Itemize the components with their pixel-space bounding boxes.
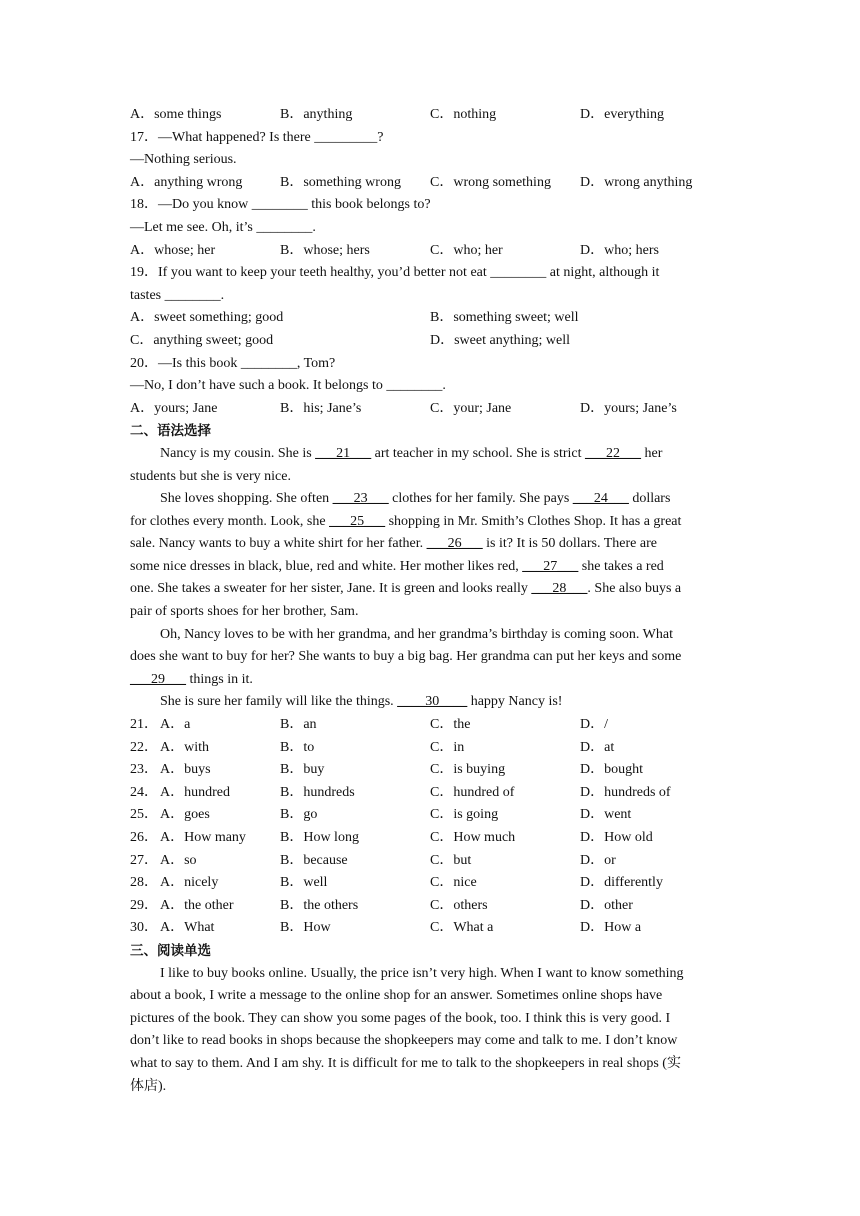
- question-number: 23．: [130, 762, 158, 778]
- option-a: A．a: [160, 717, 191, 733]
- option-c: C．nothing: [430, 107, 497, 122]
- option-c: C．others: [430, 897, 488, 913]
- q18-options: [130, 240, 730, 263]
- option-b: B．the others: [280, 897, 359, 913]
- option-d: D．hundreds of: [580, 784, 671, 800]
- option-c: C．but: [430, 852, 472, 868]
- passage-line: Oh, Nancy loves to be with her grandma, and her grandma’s birthday is coming soon. What: [160, 626, 673, 642]
- option-d: D．yours; Jane’s: [580, 400, 677, 416]
- option-c: C．your; Jane: [430, 400, 512, 416]
- option-d: D．everything: [580, 107, 664, 122]
- blank-22: ___22___: [585, 445, 641, 461]
- blank-28: ___28___: [531, 581, 588, 597]
- passage-line: pair of sports shoes for her brother, Sam.: [130, 604, 359, 620]
- option-b: B．go: [280, 807, 318, 823]
- passage-line: about a book, I write a message to the online shop for an answer. Sometimes online shops have: [130, 988, 663, 1004]
- passage-line: some nice dresses in black, blue, red and white. Her mother likes red, ___27___ she takes a red: [130, 558, 664, 574]
- option-c: C．is going: [430, 807, 499, 823]
- option-a: A．hundred: [160, 784, 230, 800]
- answer-row: [130, 714, 730, 737]
- option-a: A．How many: [160, 830, 246, 845]
- option-b: B．well: [280, 875, 328, 891]
- question-number: 29．: [130, 897, 158, 913]
- option-c: C．anything sweet; good: [130, 332, 274, 348]
- option-b: B．to: [280, 739, 315, 755]
- answer-row: [130, 872, 730, 895]
- q16-options: [130, 104, 730, 127]
- answer-row: [130, 850, 730, 873]
- question-number: 27．: [130, 852, 158, 868]
- blank-30: ____30____: [397, 694, 468, 710]
- q19-question-line1: 19．If you want to keep your teeth healthy, you’d better not eat ________ at night, although it: [130, 265, 660, 281]
- q19-question-line2: tastes ________.: [130, 287, 225, 303]
- grammar-answer-options: [130, 714, 730, 940]
- q20-reply: —No, I don’t have such a book. It belongs to ________.: [130, 378, 446, 394]
- option-a: A．goes: [160, 807, 210, 823]
- passage-line: students but she is very nice.: [130, 468, 291, 484]
- option-d: D．How a: [580, 920, 642, 936]
- q17-options: [130, 172, 730, 195]
- option-a: A．sweet something; good: [130, 310, 284, 326]
- answer-row: [130, 917, 730, 940]
- passage-line: She is sure her family will like the things. ____30____ happy Nancy is!: [160, 694, 563, 710]
- blank-24: ___24___: [572, 491, 629, 507]
- question-number: 28．: [130, 875, 158, 891]
- option-d: D．went: [580, 807, 632, 823]
- exam-page: [130, 104, 730, 1098]
- question-number: 30．: [130, 920, 158, 936]
- answer-row: [130, 895, 730, 918]
- option-d: D．at: [580, 739, 615, 755]
- option-a: A．with: [160, 739, 209, 755]
- section-heading-grammar: 二、语法选择: [130, 423, 211, 440]
- option-a: A．the other: [160, 897, 234, 913]
- option-c: C．nice: [430, 875, 477, 891]
- option-a: A．nicely: [160, 875, 219, 891]
- option-b: B．his; Jane’s: [280, 400, 362, 416]
- blank-27: ___27___: [522, 558, 579, 574]
- passage-line: pictures of the book. They can show you some pages of the book, too. I think this is very good. I: [130, 1010, 671, 1026]
- q18-question: 18．—Do you know ________ this book belongs to?: [130, 197, 431, 213]
- option-c: C．who; her: [430, 242, 503, 258]
- option-c: C．the: [430, 717, 471, 733]
- passage-line: I like to buy books online. Usually, the price isn’t very high. When I want to know something: [160, 965, 684, 981]
- option-d: D．or: [580, 852, 616, 868]
- question-number: 25．: [130, 807, 158, 823]
- option-d: D．/: [580, 717, 608, 733]
- passage-line: does she want to buy for her? She wants to buy a big bag. Her grandma can put her keys and some: [130, 649, 682, 665]
- option-a: A．What: [160, 920, 215, 936]
- blank-29: ___29___: [130, 671, 186, 687]
- answer-row: [130, 782, 730, 805]
- question-number: 21．: [130, 717, 158, 733]
- answer-row: [130, 827, 730, 850]
- option-b: B．buy: [280, 762, 325, 778]
- q17-question: 17．—What happened? Is there _________?: [130, 129, 384, 145]
- option-c: C．is buying: [430, 762, 506, 778]
- passage-line: ___29___ things in it.: [130, 671, 253, 687]
- passage-line: one. She takes a sweater for her sister, Jane. It is green and looks really ___28___. She also buys a: [130, 581, 682, 597]
- option-d: D．bought: [580, 762, 643, 778]
- answer-row: [130, 759, 730, 782]
- option-b: B．something wrong: [280, 174, 401, 190]
- option-d: D．sweet anything; well: [430, 332, 570, 348]
- option-a: A．buys: [160, 762, 211, 778]
- option-d: D．How old: [580, 830, 653, 845]
- answer-row: [130, 737, 730, 760]
- option-b: B．an: [280, 717, 317, 733]
- option-c: C．in: [430, 739, 465, 755]
- option-d: D．who; hers: [580, 242, 659, 258]
- option-c: C．wrong something: [430, 174, 551, 190]
- question-number: 26．: [130, 830, 158, 845]
- passage-line: She loves shopping. She often ___23___ clothes for her family. She pays ___24___ dollars: [160, 491, 671, 507]
- option-d: D．differently: [580, 875, 663, 891]
- blank-23: ___23___: [332, 491, 389, 507]
- option-b: B．How long: [280, 830, 359, 845]
- q20-options: [130, 398, 730, 421]
- section-heading-reading: 三、阅读单选: [130, 942, 211, 959]
- option-a: A．so: [160, 852, 197, 868]
- option-c: C．How much: [430, 830, 516, 845]
- passage-line: for clothes every month. Look, she ___25___ shopping in Mr. Smith’s Clothes Shop. It has a great: [130, 513, 682, 529]
- q19-options-row2: [130, 330, 730, 353]
- option-d: D．wrong anything: [580, 174, 693, 190]
- q20-question: 20．—Is this book ________, Tom?: [130, 355, 336, 371]
- passage-line: what to say to them. And I am shy. It is difficult for me to talk to the shopkeepers in real shops (实: [130, 1055, 681, 1071]
- option-d: D．other: [580, 897, 633, 913]
- option-b: B．something sweet; well: [430, 310, 579, 326]
- passage-line: 体店).: [130, 1078, 167, 1094]
- blank-21: ___21___: [315, 445, 372, 461]
- passage-line: sale. Nancy wants to buy a white shirt for her father. ___26___ is it? It is 50 dollars. There are: [130, 536, 657, 552]
- blank-25: ___25___: [329, 513, 386, 529]
- option-b: B．whose; hers: [280, 242, 370, 258]
- q18-reply: —Let me see. Oh, it’s ________.: [130, 219, 316, 235]
- option-c: C．What a: [430, 920, 494, 936]
- question-number: 24．: [130, 784, 158, 800]
- option-b: B．anything: [280, 107, 353, 122]
- passage-line: don’t like to read books in shops because the shopkeepers may come and talk to me. I don’t know: [130, 1033, 678, 1049]
- option-a: A．whose; her: [130, 242, 216, 258]
- option-b: B．hundreds: [280, 784, 355, 800]
- answer-row: [130, 804, 730, 827]
- option-a: A．yours; Jane: [130, 400, 218, 416]
- option-c: C．hundred of: [430, 784, 515, 800]
- question-number: 22．: [130, 739, 158, 755]
- option-a: A．anything wrong: [130, 174, 243, 190]
- blank-26: ___26___: [426, 536, 483, 552]
- q19-options-row1: [130, 307, 730, 330]
- q17-reply: —Nothing serious.: [130, 152, 237, 168]
- passage-line: Nancy is my cousin. She is ___21___ art teacher in my school. She is strict ___22___ her: [160, 445, 663, 461]
- option-b: B．How: [280, 920, 331, 936]
- option-a: A．some things: [130, 107, 222, 122]
- option-b: B．because: [280, 852, 348, 868]
